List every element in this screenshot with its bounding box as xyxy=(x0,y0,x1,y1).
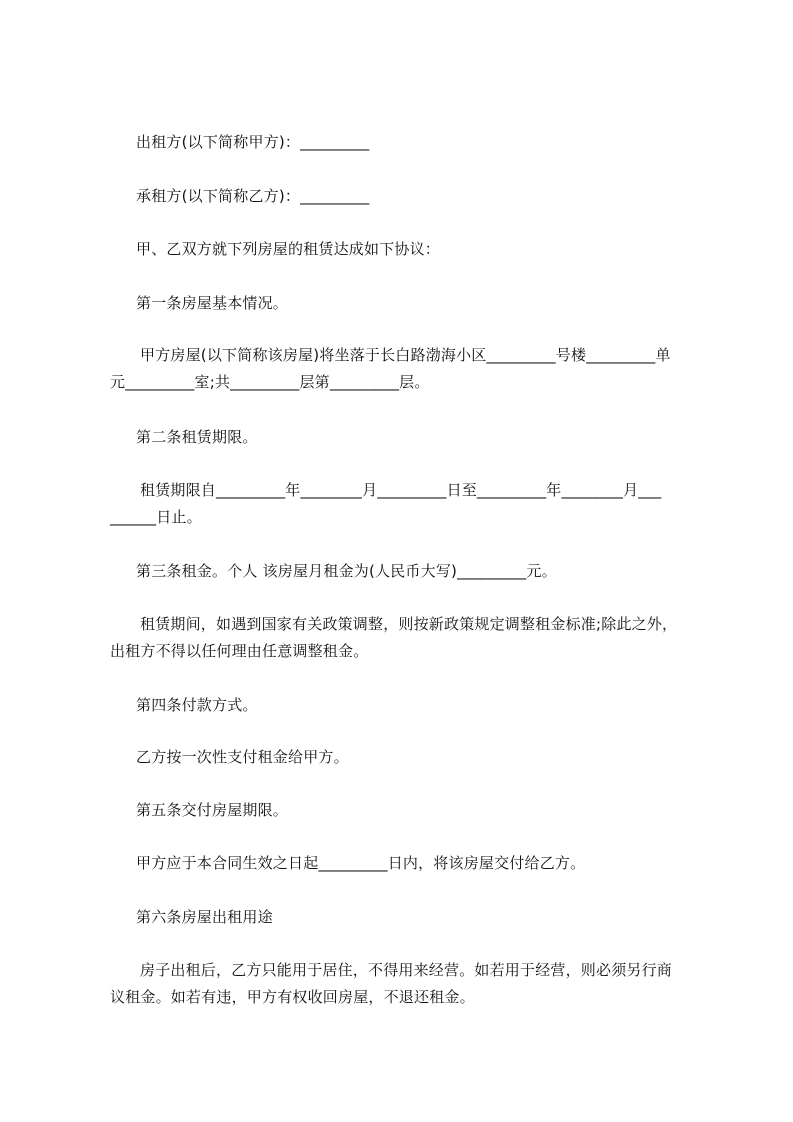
article-5-title: 第五条交付房屋期限。 xyxy=(136,801,289,819)
article-2-line-1: 租赁期限自_________年________月_________日至_________年________月___ xyxy=(140,481,662,499)
article-6-title: 第六条房屋出租用途 xyxy=(136,908,273,926)
article-1-line-2: 元_________室;共_________层第_________层。 xyxy=(110,373,430,391)
agreement-intro: 甲、乙双方就下列房屋的租赁达成如下协议： xyxy=(136,240,441,258)
lessor-line: 出租方(以下简称甲方)：_________ xyxy=(136,133,370,151)
article-1-line-1: 甲方房屋(以下简称该房屋)将坐落于长白路渤海小区_________号楼_________单 xyxy=(140,346,671,364)
article-6-line-1: 房子出租后，乙方只能用于居住，不得用来经营。如若用于经营，则必须另行商 xyxy=(140,961,673,979)
article-1-title: 第一条房屋基本情况。 xyxy=(136,294,289,312)
lessee-line: 承租方(以下简称乙方)：_________ xyxy=(136,187,370,205)
article-3-para-line-2: 出租方不得以任何理由任意调整租金。 xyxy=(110,642,369,660)
article-2-line-2: ______日止。 xyxy=(110,508,202,526)
article-5-body: 甲方应于本合同生效之日起_________日内，将该房屋交付给乙方。 xyxy=(136,854,586,872)
article-2-title: 第二条租赁期限。 xyxy=(136,428,258,446)
article-3-para-line-1: 租赁期间，如遇到国家有关政策调整，则按新政策规定调整租金标准;除此之外， xyxy=(140,615,678,633)
article-3-title: 第三条租金。个人 该房屋月租金为(人民币大写)_________元。 xyxy=(136,562,557,580)
article-6-line-2: 议租金。如若有违，甲方有权收回房屋，不退还租金。 xyxy=(110,988,475,1006)
article-4-body: 乙方按一次性支付租金给甲方。 xyxy=(136,748,349,766)
article-4-title: 第四条付款方式。 xyxy=(136,696,258,714)
